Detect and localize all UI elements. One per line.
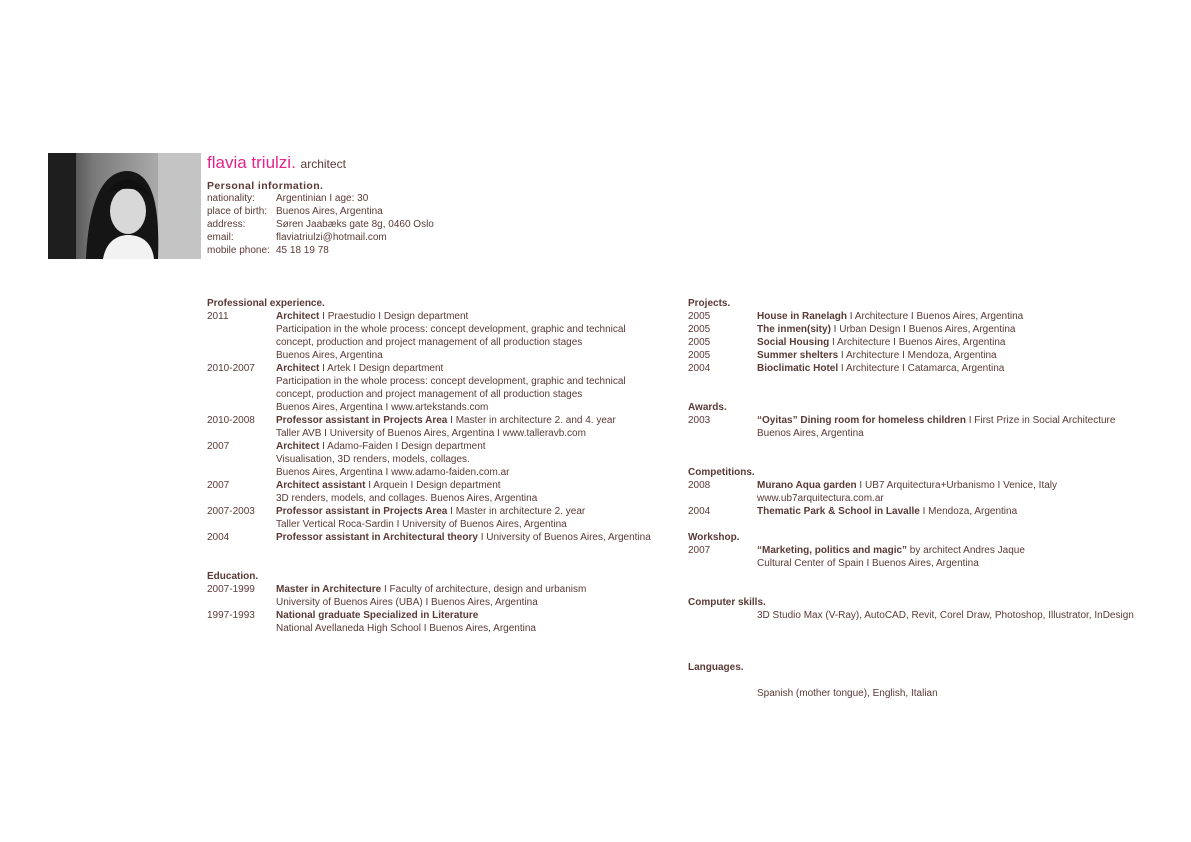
entry-detail: I Mendoza, Argentina: [919, 506, 1018, 517]
entry-row: [688, 505, 1168, 518]
competitions-heading: Competitions.: [688, 467, 755, 478]
spacer: [688, 583, 1168, 596]
entry-title-line: [757, 336, 1005, 349]
info-row: [207, 218, 434, 231]
skills-text: 3D Studio Max (V-Ray), AutoCAD, Revit, Corel Draw, Photoshop, Illustrator, InDesign: [757, 610, 1134, 621]
entry-title: The inmen(sity): [757, 324, 831, 335]
entry-year: 2008: [688, 480, 711, 491]
entry-description-line: Buenos Aires, Argentina: [757, 428, 864, 439]
entry-title-line: [757, 544, 1025, 557]
spacer: [688, 453, 1168, 466]
entry-year: 2005: [688, 311, 711, 322]
languages-entry: [688, 687, 1168, 700]
entry-title-line: [757, 479, 1057, 492]
spacer: [688, 635, 1168, 661]
entry-description-line: University of Buenos Aires (UBA) I Buenos Aires, Argentina: [276, 597, 538, 608]
projects-entries: [688, 310, 1168, 375]
entry-row: [207, 583, 667, 609]
entry-description-line: Buenos Aires, Argentina I www.artekstands.com: [276, 402, 489, 413]
entry-year: 2004: [688, 506, 711, 517]
entry-detail: I Arquein I Design department: [365, 480, 501, 491]
entry-row: [207, 531, 667, 544]
entry-year: 1997-1993: [207, 610, 255, 621]
entry-body: [757, 414, 1115, 440]
entry-year: 2011: [207, 311, 229, 322]
entry-title-line: [276, 479, 537, 492]
entry-row: [688, 310, 1168, 323]
entry-title: Professor assistant in Projects Area: [276, 415, 448, 426]
entry-body: [757, 310, 1023, 323]
entry-description-line: Taller AVB I University of Buenos Aires, Argentina I www.talleravb.com: [276, 428, 586, 439]
entry-title-line: [276, 414, 616, 427]
entry-row: [688, 336, 1168, 349]
info-value: Argentinian I age: 30: [276, 193, 369, 204]
entry-detail: by architect Andres Jaque: [907, 545, 1025, 556]
personal-info-list: [207, 192, 434, 257]
entry-description-line: Buenos Aires, Argentina: [276, 350, 383, 361]
entry-description-line: Visualisation, 3D renders, models, collages.: [276, 454, 470, 465]
entry-body: [276, 362, 626, 414]
entry-row: [207, 440, 667, 479]
experience-heading: Professional experience.: [207, 298, 325, 309]
languages-heading: Languages.: [688, 662, 744, 673]
skills-indent: [688, 609, 757, 622]
languages-section: [688, 661, 1168, 700]
spacer: [207, 557, 667, 570]
info-label: address:: [207, 219, 246, 230]
education-heading: Education.: [207, 571, 259, 582]
entry-detail: I First Prize in Social Architecture: [965, 415, 1116, 426]
entry-detail: I Praestudio I Design department: [319, 311, 469, 322]
entry-title: Murano Aqua garden: [757, 480, 857, 491]
entry-body: [276, 505, 585, 531]
entry-detail: I Architecture I Catamarca, Argentina: [838, 363, 1005, 374]
info-row: [207, 244, 434, 257]
entry-year: 2004: [207, 532, 230, 543]
phone-value: 45 18 19 78: [276, 245, 329, 256]
entry-description-line: concept, production and project management of all production stages: [276, 337, 583, 348]
entry-body: [276, 414, 616, 440]
resume-header: [207, 152, 434, 257]
entry-title: House in Ranelagh: [757, 311, 848, 322]
entry-year: 2005: [688, 324, 711, 335]
entry-title: Bioclimatic Hotel: [757, 363, 839, 374]
entry-year: 2010-2007: [207, 363, 255, 374]
entry-body: [757, 479, 1057, 505]
skills-entry: [688, 609, 1168, 622]
entry-body: [757, 323, 1015, 336]
entry-title: Architect: [276, 363, 320, 374]
entry-row: [688, 414, 1168, 440]
entry-row: [207, 505, 667, 531]
entry-title-line: [276, 609, 536, 622]
entry-title-line: [276, 583, 586, 596]
entry-year: 2007-2003: [207, 506, 255, 517]
entry-detail: I UB7 Arquitectura+Urbanismo I Venice, Italy: [856, 480, 1058, 491]
entry-description-line: concept, production and project management of all production stages: [276, 389, 583, 400]
education-entries: [207, 583, 667, 635]
profile-photo: [48, 153, 201, 259]
entry-row: [207, 310, 667, 362]
email-value: flaviatriulzi@hotmail.com: [276, 232, 387, 243]
entry-title: Summer shelters: [757, 350, 839, 361]
competitions-section: [688, 466, 1168, 518]
spacer: [688, 388, 1168, 401]
entry-title: Architect: [276, 311, 320, 322]
experience-section: [207, 297, 667, 544]
entry-year: 2007-1999: [207, 584, 255, 595]
entry-title: Architect assistant: [276, 480, 366, 491]
entry-title-line: [757, 349, 997, 362]
entry-title-line: [757, 414, 1115, 427]
entry-description-line: Participation in the whole process: concept development, graphic and technical: [276, 376, 626, 387]
entry-year: 2005: [688, 337, 711, 348]
entry-title-line: [276, 310, 626, 323]
competitions-entries: [688, 479, 1168, 518]
entry-body: [276, 583, 586, 609]
entry-detail: I Faculty of architecture, design and urbanism: [381, 584, 587, 595]
info-row: [207, 192, 434, 205]
entry-title: Professor assistant in Architectural theory: [276, 532, 478, 543]
info-label: nationality:: [207, 193, 255, 204]
info-value: Buenos Aires, Argentina: [276, 206, 383, 217]
portrait-image: [48, 153, 201, 259]
entry-body: [757, 349, 997, 362]
entry-year: 2004: [688, 363, 711, 374]
personal-info-heading: Personal information.: [207, 180, 324, 192]
computer-skills-heading: Computer skills.: [688, 597, 766, 608]
entry-body: [276, 479, 537, 505]
entry-body: [276, 440, 509, 479]
workshop-heading: Workshop.: [688, 532, 740, 543]
person-title: architect: [300, 157, 346, 171]
education-section: [207, 570, 667, 635]
entry-row: [207, 362, 667, 414]
entry-title: “Oyitas” Dining room for homeless children: [757, 415, 966, 426]
entry-title-line: [757, 362, 1004, 375]
workshop-section: [688, 531, 1168, 570]
entry-body: [757, 505, 1017, 518]
entry-year: 2003: [688, 415, 711, 426]
entry-row: [688, 323, 1168, 336]
entry-detail: I Master in architecture 2. and 4. year: [447, 415, 616, 426]
entry-year: 2010-2008: [207, 415, 255, 426]
languages-indent: [688, 687, 757, 700]
entry-year: 2007: [688, 545, 711, 556]
entry-description-line: Cultural Center of Spain I Buenos Aires, Argentina: [757, 558, 979, 569]
entry-detail: I Adamo-Faiden I Design department: [319, 441, 486, 452]
entry-body: [757, 362, 1004, 375]
entry-year: 2005: [688, 350, 711, 361]
info-row: [207, 231, 434, 244]
entry-body: [757, 544, 1025, 570]
entry-title-line: [276, 505, 585, 518]
entry-detail: I Architecture I Buenos Aires, Argentina: [847, 311, 1024, 322]
entry-title: Architect: [276, 441, 320, 452]
entry-title-line: [276, 362, 626, 375]
entry-title-line: [757, 505, 1017, 518]
entry-row: [688, 362, 1168, 375]
entry-year: 2007: [207, 441, 230, 452]
entry-body: [276, 609, 536, 635]
entry-body: [276, 310, 626, 362]
entry-description-line: Taller Vertical Roca-Sardin I University of Buenos Aires, Argentina: [276, 519, 567, 530]
info-value: Søren Jaabæks gate 8g, 0460 Oslo: [276, 219, 434, 230]
computer-skills-section: [688, 596, 1168, 622]
person-name: flavia triulzi.: [207, 153, 296, 172]
entry-description-line: 3D renders, models, and collages. Buenos Aires, Argentina: [276, 493, 538, 504]
entry-title: Thematic Park & School in Lavalle: [757, 506, 920, 517]
info-row: [207, 205, 434, 218]
entry-detail: I Master in architecture 2. year: [447, 506, 586, 517]
entry-description-line: National Avellaneda High School I Buenos Aires, Argentina: [276, 623, 536, 634]
right-column: [688, 297, 1168, 713]
entry-row: [688, 349, 1168, 362]
entry-title: “Marketing, politics and magic”: [757, 545, 908, 556]
entry-description-line: www.ub7arquitectura.com.ar: [757, 493, 884, 504]
awards-section: [688, 401, 1168, 440]
entry-body: [276, 531, 651, 544]
info-label: email:: [207, 232, 234, 243]
awards-heading: Awards.: [688, 402, 727, 413]
entry-body: [757, 336, 1005, 349]
entry-title-line: [276, 440, 509, 453]
projects-heading: Projects.: [688, 298, 731, 309]
entry-description-line: Buenos Aires, Argentina I www.adamo-faiden.com.ar: [276, 467, 510, 478]
entry-title-line: [757, 310, 1023, 323]
entry-detail: I Architecture I Mendoza, Argentina: [838, 350, 997, 361]
entry-row: [207, 479, 667, 505]
entry-row: [207, 609, 667, 635]
workshop-entries: [688, 544, 1168, 570]
experience-entries: [207, 310, 667, 544]
spacer: [688, 674, 1168, 687]
entry-detail: I Architecture I Buenos Aires, Argentina: [829, 337, 1006, 348]
name-line: [207, 152, 434, 175]
entry-row: [688, 479, 1168, 505]
entry-detail: I Urban Design I Buenos Aires, Argentina: [830, 324, 1016, 335]
entry-title: Social Housing: [757, 337, 830, 348]
entry-title-line: [276, 531, 651, 544]
entry-detail: I Artek I Design department: [319, 363, 444, 374]
info-label: mobile phone:: [207, 245, 270, 256]
entry-title: National graduate Specialized in Literature: [276, 610, 479, 621]
projects-section: [688, 297, 1168, 375]
entry-title: Master in Architecture: [276, 584, 382, 595]
entry-title-line: [757, 323, 1015, 336]
awards-entries: [688, 414, 1168, 440]
entry-year: 2007: [207, 480, 230, 491]
info-label: place of birth:: [207, 206, 268, 217]
entry-description-line: Participation in the whole process: concept development, graphic and technical: [276, 324, 626, 335]
entry-row: [688, 544, 1168, 570]
left-column: [207, 297, 667, 648]
entry-title: Professor assistant in Projects Area: [276, 506, 448, 517]
entry-detail: I University of Buenos Aires, Argentina: [477, 532, 651, 543]
entry-row: [207, 414, 667, 440]
languages-text: Spanish (mother tongue), English, Italian: [757, 688, 938, 699]
